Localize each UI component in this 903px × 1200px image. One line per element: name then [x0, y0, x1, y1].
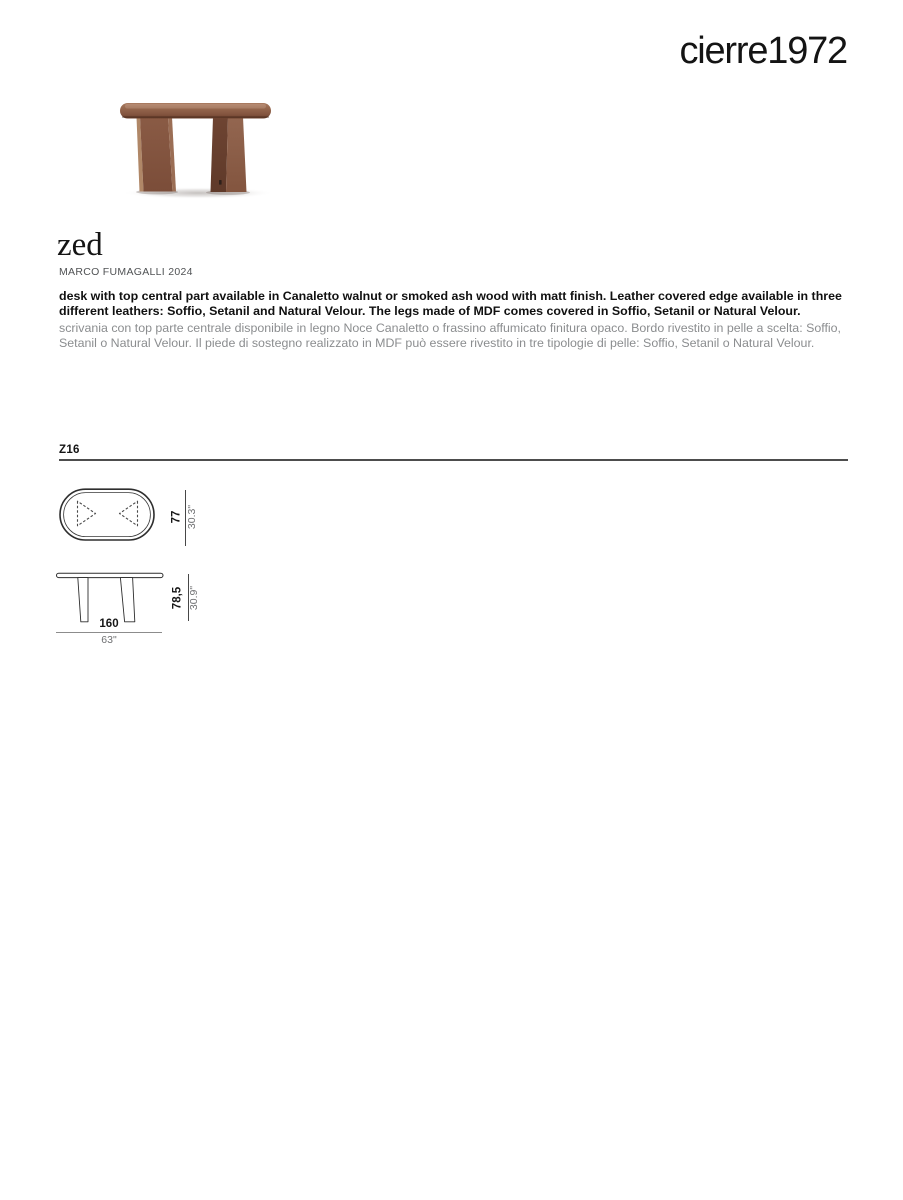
right-leg-outline [120, 578, 134, 622]
top-outline-outer [60, 489, 154, 540]
product-name: zed [57, 227, 103, 263]
width-cm-label: 160 [99, 618, 119, 630]
model-code: Z16 [59, 444, 80, 456]
desk-left-leg [137, 117, 177, 192]
width-dimension-line [56, 632, 162, 633]
desk-right-leg [211, 117, 247, 192]
section-rule [59, 459, 848, 461]
height-cm-label: 78,5 [171, 586, 184, 609]
top-view-drawing [59, 488, 156, 542]
tabletop-outline [57, 573, 164, 577]
description-english: desk with top central part available in Canaletto walnut or smoked ash wood with matt finish. Leather covered edge available in three different leathers: Soffio, Setanil and Natural Velour. The legs made of MDF comes covered in Soffio, Setanil or Natural Velour. [59, 289, 842, 318]
depth-cm-label: 77 [169, 510, 182, 524]
left-leg-outline [78, 578, 88, 622]
left-leg-hidden-outline [78, 501, 96, 526]
depth-inch-label: 30.3" [185, 504, 198, 530]
description-italian: scrivania con top parte centrale disponibile in legno Noce Canaletto o frassino affumicato finitura opaco. Bordo rivestito in pelle a scelta: Soffio, Setanil o Natural Velour. Il piede di sostegno realizzato in MDF può essere rivestito in tre tipologie di pelle: Soffio, Setanil o Natural Velour. [59, 321, 841, 350]
designer-credit: MARCO FUMAGALLI 2024 [59, 266, 193, 278]
top-outline-inner [64, 493, 151, 537]
desk-tabletop [120, 103, 271, 119]
right-leg-hidden-outline [120, 501, 138, 526]
height-inch-label: 30.9" [187, 585, 200, 610]
width-inch-label: 63" [101, 633, 117, 646]
product-photo [116, 96, 276, 204]
brand-logo: cierre1972 [679, 30, 847, 72]
brand-tag [219, 180, 222, 185]
